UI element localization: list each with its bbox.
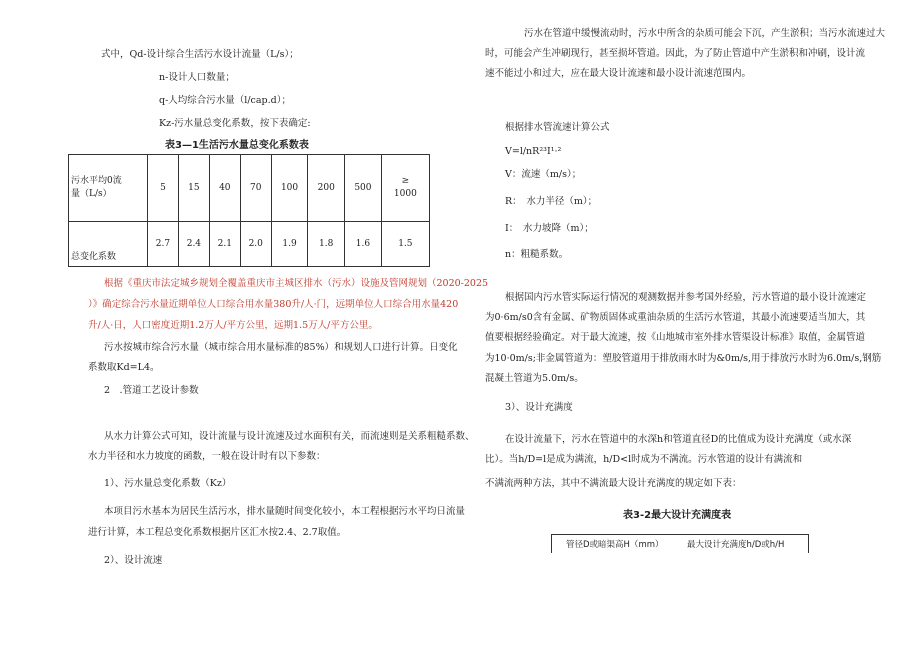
item-3-heading: 3）、设计充满度 bbox=[505, 402, 573, 413]
right-para2-line1: 根据国内污水管实际运行情况的观测数据并参考国外经验，污水管道的最小设计流速定 bbox=[505, 292, 867, 303]
table-3-2 bbox=[551, 534, 809, 553]
right-para2-line3: 值要根据经验确定。对于最大流速，按《山地城市室外排水管渠设计标准》取值，金属管道 bbox=[485, 332, 866, 343]
left-para3-line1: 本项目污水基本为居民生活污水，排水量随时间变化较小，本工程根据污水平均日流量 bbox=[104, 506, 466, 517]
right-para3-line3: 不满流两种方法，其中不满流最大设计充满度的规定如下表： bbox=[485, 478, 742, 489]
table-cell: ≥ 1000 bbox=[381, 155, 429, 222]
table-3-1-coef-header: 总变化系数 bbox=[69, 222, 148, 267]
item-1-heading: 1）、污水量总变化系数（Kz） bbox=[104, 478, 232, 489]
right-para2-line4: 为10·0m/s;非金属管道为：塑胶管道用于排放雨水时为&0m/s,用于排放污水时为6.0m/s,钢筋 bbox=[485, 353, 882, 364]
left-para3-line2: 进行计算，本工程总变化系数根据片区汇水按2.4、2.7取值。 bbox=[88, 527, 347, 538]
left-line-2: n-设计人口数量； bbox=[159, 72, 235, 83]
table-cell: 1.6 bbox=[345, 222, 382, 267]
table-3-2-header-diameter: 管径D或暗渠高H（mm） bbox=[566, 540, 664, 550]
table-cell: 1.5 bbox=[381, 222, 429, 267]
table-cell: 5 bbox=[148, 155, 179, 222]
table-cell: 2.7 bbox=[148, 222, 179, 267]
table-3-1 bbox=[68, 154, 430, 267]
left-para1-line2: 系数取Kd=L4。 bbox=[88, 362, 160, 373]
table-3-1-flow-header: 污水平均0流 量（L/s） bbox=[69, 155, 148, 222]
left-line-4: Kz-污水量总变化系数，按下表确定: bbox=[159, 118, 311, 129]
right-para1-line1: 污水在管道中缓慢流动时，污水中所含的杂质可能会下沉，产生淤积；当污水流速过大 bbox=[524, 28, 886, 39]
table-cell: 15 bbox=[178, 155, 209, 222]
red-line-2: ）》确定综合污水量近期单位人口综合用水量380升/人·门，远期单位人口综合用水量420 bbox=[88, 299, 459, 310]
table-3-2-title: 表3-2最大设计充满度表 bbox=[623, 510, 732, 521]
right-para1-line2: 时，可能会产生冲刷现行，甚至损坏管道。因此，为了防止管道中产生淤积和冲刷，设计流 bbox=[485, 48, 866, 59]
def-i: I： 水力坡降（m）； bbox=[505, 223, 594, 234]
right-para2-line2: 为0·6m/s0含有金属、矿物质固体或重油杂质的生活污水管道，其最小流速要适当加大，其 bbox=[485, 312, 866, 323]
formula-intro: 根据排水管流速计算公式 bbox=[505, 122, 610, 133]
table-cell: 500 bbox=[345, 155, 382, 222]
table-cell: 1.9 bbox=[271, 222, 308, 267]
left-line-3: q-人均综合污水量（l/cap.d）； bbox=[159, 95, 291, 106]
left-para2-line2: 水力半径和水力坡度的函数，一般在设计时有以下参数： bbox=[88, 451, 326, 462]
right-para3-line1: 在设计流量下，污水在管道中的水深h和管道直径D的比值成为设计充满度（或水深 bbox=[505, 434, 852, 445]
table-cell: 2.1 bbox=[209, 222, 240, 267]
right-para1-line3: 速不能过小和过大，应在最大设计流速和最小设计流速范围内。 bbox=[485, 68, 752, 79]
def-n: n：粗糙系数。 bbox=[505, 249, 569, 260]
red-line-1: 根据《重庆市法定城乡规划全覆盖重庆市主城区排水（污水）设施及管网规划（2020-2025 bbox=[104, 278, 489, 289]
def-r: R： 水力半径（m）； bbox=[505, 196, 598, 207]
right-para2-line5: 混凝土管道为5.0m/s。 bbox=[485, 373, 584, 384]
table-3-2-header-fullness: 最大设计充满度h/D或h/H bbox=[687, 540, 785, 550]
left-para1-line1: 污水按城市综合污水量（城市综合用水量标准的85%）和规划人口进行计算。日变化 bbox=[104, 342, 458, 353]
table-cell: 40 bbox=[209, 155, 240, 222]
table-cell: 2.4 bbox=[178, 222, 209, 267]
def-v: V：流速（m/s）； bbox=[505, 169, 582, 180]
red-line-3: 升/人·日，人口密度近期1.2万人/平方公里，远期1.5万人/平方公里。 bbox=[88, 320, 378, 331]
left-para2-line1: 从水力计算公式可知，设计流量与设计流速及过水面积有关，而流速则是关系粗糙系数、 bbox=[104, 431, 475, 442]
right-para3-line2: 比）。当h/D=l是成为满流，h/D<l时成为不满流。污水管道的设计有满流和 bbox=[485, 454, 803, 465]
table-cell: 70 bbox=[240, 155, 271, 222]
table-3-1-title: 表3—1生活污水量总变化系数表 bbox=[165, 140, 309, 151]
item-2-heading: 2）、设计流速 bbox=[104, 555, 163, 566]
table-cell: 100 bbox=[271, 155, 308, 222]
table-cell: 1.8 bbox=[308, 222, 345, 267]
section-2-heading: 2 .管道工艺设计参数 bbox=[104, 385, 199, 396]
left-line-1: 式中，Qd-设计综合生活污水设计流量（L/s）； bbox=[101, 49, 299, 60]
table-cell: 200 bbox=[308, 155, 345, 222]
table-cell: 2.0 bbox=[240, 222, 271, 267]
velocity-formula: V=l/nR²³I¹·² bbox=[505, 146, 562, 157]
